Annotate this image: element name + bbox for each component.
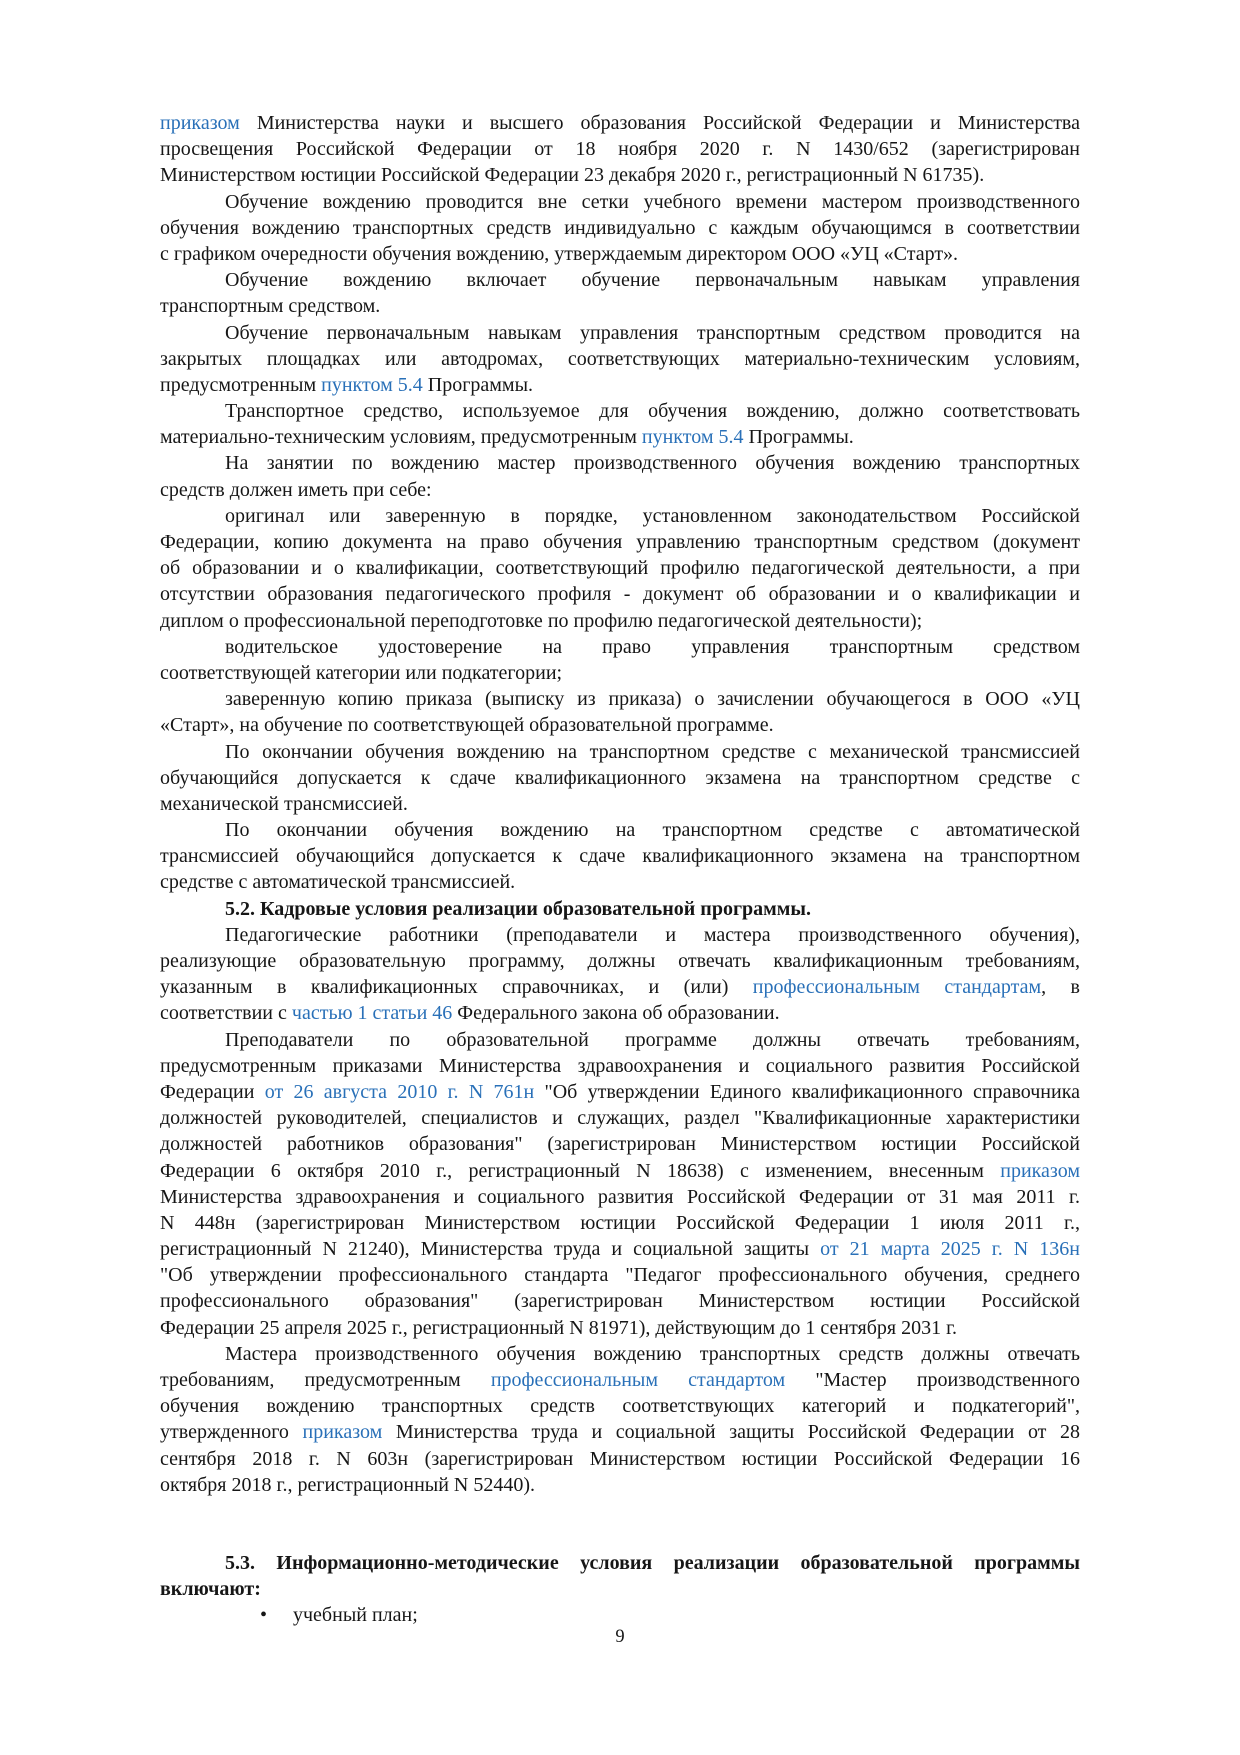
- text-run: указанным в квалификационных справочниках, и (или): [160, 976, 753, 999]
- text-run: сентября 2018 г. N 603н (зарегистрирован Министерством юстиции Российской Федерации 16: [160, 1447, 1080, 1470]
- text-line: [160, 1053, 1080, 1079]
- text-line: [160, 1000, 1080, 1026]
- text-line: [160, 1079, 1080, 1105]
- text-run: обучения вождению транспортных средств индивидуально с каждым обучающимся в соответствии: [160, 216, 1080, 239]
- paragraph-master-must-have: [160, 450, 1080, 502]
- inline-link[interactable]: от 21 марта 2025 г. N 136н: [820, 1238, 1080, 1261]
- text-line: [160, 1472, 1080, 1498]
- text-line: [160, 293, 1080, 319]
- text-run: транспортным средством.: [160, 295, 381, 318]
- text-line: [160, 869, 1080, 895]
- inline-link[interactable]: пунктом 5.4: [321, 373, 423, 396]
- footer-page-number: 9: [615, 1627, 625, 1647]
- text-run: Обучение вождению проводится вне сетки учебного времени мастером производственного: [225, 190, 1080, 213]
- text-run: Программы.: [743, 426, 854, 449]
- text-run: 5.3. Информационно-методические условия реализации образовательной программы: [225, 1551, 1080, 1574]
- text-line: [160, 1419, 1080, 1445]
- heading-5-2: [160, 896, 1080, 922]
- text-run: реализующие образовательную программу, должны отвечать квалификационным требованиям,: [160, 950, 1080, 972]
- text-line: [160, 1576, 1080, 1602]
- paragraph-teachers-requirements: [160, 1027, 1080, 1341]
- text-line: [160, 1315, 1080, 1341]
- text-line: [160, 398, 1080, 424]
- text-line: [160, 450, 1080, 476]
- text-line: [160, 189, 1080, 215]
- text-line: [160, 241, 1080, 267]
- paragraph-driving-schedule: [160, 189, 1080, 268]
- text-run: утвержденного: [160, 1421, 303, 1444]
- text-run: 5.2. Кадровые условия реализации образовательной программы.: [225, 897, 812, 920]
- text-run: "Об утверждении профессионального стандарта "Педагог профессионального обучения, среднего: [160, 1264, 1080, 1287]
- inline-link[interactable]: профессиональным стандартом: [490, 1369, 786, 1391]
- text-line: [160, 162, 1080, 188]
- text-line: [160, 346, 1080, 372]
- text-line: [160, 843, 1080, 869]
- inline-link[interactable]: приказом: [302, 1421, 383, 1444]
- text-run: N 448н (зарегистрирован Министерством юстиции Российской Федерации 1 июля 2011 г.,: [160, 1211, 1080, 1234]
- text-line: [160, 555, 1080, 581]
- text-run: средств должен иметь при себе:: [160, 478, 432, 501]
- text-run: Обучение вождению включает обучение первоначальным навыкам управления: [225, 269, 1080, 292]
- text-line: [160, 817, 1080, 843]
- text-line: [160, 1158, 1080, 1184]
- inline-link[interactable]: приказом: [160, 112, 240, 134]
- inline-link[interactable]: профессиональным стандартам: [752, 976, 1042, 999]
- paragraph-automatic-transmission: [160, 817, 1080, 896]
- text-run: профессионального образования" (зарегистрирован Министерством юстиции Российской: [160, 1290, 1080, 1313]
- text-line: [160, 1288, 1080, 1314]
- paragraph-driver-license: [160, 634, 1080, 686]
- text-line: [160, 136, 1080, 162]
- text-run: соответствии с: [160, 1002, 292, 1025]
- text-line: [160, 1393, 1080, 1419]
- text-line: [160, 215, 1080, 241]
- text-run: Министерства труда и социальной защиты Российской Федерации от 28: [382, 1421, 1080, 1444]
- text-line: [160, 477, 1080, 503]
- paragraph-closed-areas: [160, 320, 1080, 399]
- text-line: [160, 320, 1080, 346]
- text-line: [160, 1184, 1080, 1210]
- text-line: [160, 1131, 1080, 1157]
- text-run: включают:: [160, 1578, 261, 1601]
- text-run: предусмотренным приказами Министерства здравоохранения и социального развития Российской: [160, 1054, 1080, 1077]
- text-run: "Мастер производственного: [785, 1369, 1080, 1391]
- inline-link[interactable]: частью 1 статьи 46: [291, 1002, 453, 1025]
- text-line: [160, 1027, 1080, 1053]
- text-line: [160, 1105, 1080, 1131]
- inline-link[interactable]: приказом: [1000, 1159, 1080, 1182]
- text-line: [160, 372, 1080, 398]
- text-run: механической трансмиссией.: [160, 792, 408, 815]
- text-run: должностей работников образования" (зарегистрирован Министерством юстиции Российской: [160, 1133, 1080, 1156]
- paragraph-initial-skills: [160, 267, 1080, 319]
- text-run: Транспортное средство, используемое для обучения вождению, должно соответствовать: [225, 400, 1080, 423]
- text-line: [160, 1341, 1080, 1367]
- text-run: Федерации 6 октября 2010 г., регистрационный N 18638) с изменением, внесенным: [160, 1159, 1001, 1182]
- text-run: обучения вождению транспортных средств соответствующих категорий и подкатегорий",: [160, 1395, 1080, 1418]
- text-run: диплом о профессиональной переподготовке по профилю педагогической деятельности);: [160, 609, 923, 632]
- text-line: [160, 765, 1080, 791]
- paragraph-order-continuation: [160, 110, 1080, 189]
- text-run: водительское удостоверение на право управления транспортным средством: [225, 635, 1080, 658]
- inline-link[interactable]: пунктом 5.4: [641, 426, 744, 449]
- text-run: Федерации: [160, 1080, 265, 1103]
- text-run: На занятии по вождению мастер производственного обучения вождению транспортных: [225, 452, 1080, 475]
- paragraph-enrollment-order-copy: [160, 686, 1080, 738]
- page-body: [160, 110, 1080, 1629]
- text-run: Федерации, копию документа на право обучения управлению транспортным средством (документ: [160, 531, 1080, 553]
- text-run: средстве с автоматической трансмиссией.: [160, 871, 516, 894]
- text-run: должностей руководителей, специалистов и служащих, раздел "Квалификационные характеристики: [160, 1107, 1080, 1130]
- text-line: [160, 922, 1080, 948]
- text-run: отсутствии образования педагогического профиля - документ об образовании и о квалификации и: [160, 583, 1080, 606]
- text-run: Педагогические работники (преподаватели и мастера производственного обучения),: [225, 923, 1080, 946]
- text-line: [160, 267, 1080, 293]
- paragraph-pedagogical-workers: [160, 922, 1080, 1027]
- text-run: Программы.: [422, 373, 534, 396]
- text-run: Федерации 25 апреля 2025 г., регистрационный N 81971), действующим до 1 сентября 2031 г.: [160, 1316, 958, 1339]
- text-run: просвещения Российской Федерации от 18 ноября 2020 г. N 1430/652 (зарегистрирован: [160, 138, 1080, 161]
- heading-5-3: [160, 1550, 1080, 1602]
- paragraph-document-original: [160, 503, 1080, 634]
- text-line: [160, 1210, 1080, 1236]
- text-line: [160, 1446, 1080, 1472]
- text-line: [160, 686, 1080, 712]
- text-line: [160, 1550, 1080, 1576]
- text-run: обучающийся допускается к сдаче квалификационного экзамена на транспортном средстве с: [160, 766, 1080, 789]
- text-line: [160, 896, 1080, 922]
- text-line: [160, 739, 1080, 765]
- text-run: По окончании обучения вождению на транспортном средстве с автоматической: [225, 819, 1080, 842]
- text-run: «Старт», на обучение по соответствующей образовательной программе.: [160, 714, 774, 737]
- text-run: Мастера производственного обучения вождению транспортных средств должны отвечать: [225, 1342, 1080, 1365]
- text-run: оригинал или заверенную в порядке, установленном законодательством Российской: [225, 504, 1080, 527]
- text-line: [160, 1367, 1080, 1393]
- bullet-icon: •: [260, 1604, 268, 1627]
- text-run: Министерством юстиции Российской Федерации 23 декабря 2020 г., регистрационный N 61735).: [160, 164, 985, 187]
- text-line: [160, 974, 1080, 1000]
- text-run: Министерства здравоохранения и социального развития Российской Федерации от 31 мая 2011 г.: [160, 1185, 1080, 1208]
- paragraph-masters-requirements: [160, 1341, 1080, 1498]
- text-run: октября 2018 г., регистрационный N 52440).: [160, 1473, 536, 1496]
- text-line: [160, 634, 1080, 660]
- text-run: Федерального закона об образовании.: [452, 1002, 780, 1025]
- text-run: материально-техническим условиям, предусмотренным: [160, 426, 642, 449]
- text-line: [160, 791, 1080, 817]
- text-run: регистрационный N 21240), Министерства труда и социальной защиты: [160, 1238, 821, 1261]
- text-line: [160, 660, 1080, 686]
- text-line: [160, 1236, 1080, 1262]
- text-run: предусмотренным: [160, 373, 322, 396]
- text-run: , в: [1041, 976, 1080, 999]
- text-line: [160, 110, 1080, 136]
- text-run: Обучение первоначальным навыкам управления транспортным средством проводится на: [225, 321, 1080, 344]
- text-line: [160, 948, 1080, 974]
- paragraph-vehicle-requirements: [160, 398, 1080, 450]
- text-run: заверенную копию приказа (выписку из приказа) о зачислении обучающегося в ООО «УЦ: [225, 688, 1080, 711]
- paragraph-manual-transmission: [160, 739, 1080, 818]
- text-line: [160, 503, 1080, 529]
- text-run: соответствующей категории или подкатегории;: [160, 661, 563, 684]
- bullet-text: учебный план;: [293, 1604, 418, 1627]
- text-line: [160, 712, 1080, 738]
- text-line: [160, 608, 1080, 634]
- text-line: [160, 1262, 1080, 1288]
- text-run: По окончании обучения вождению на транспортном средстве с механической трансмиссией: [225, 740, 1080, 763]
- inline-link[interactable]: от 26 августа 2010 г. N 761н: [264, 1080, 535, 1103]
- text-run: с графиком очередности обучения вождению, утверждаемым директором ООО «УЦ «Старт».: [160, 242, 959, 265]
- text-run: трансмиссией обучающийся допускается к сдаче квалификационного экзамена на транспортном: [160, 845, 1080, 868]
- text-line: [160, 424, 1080, 450]
- text-line: [160, 581, 1080, 607]
- text-run: закрытых площадках или автодромах, соответствующих материально-техническим условиям,: [160, 347, 1080, 370]
- text-line: [160, 529, 1080, 555]
- text-run: Преподаватели по образовательной программе должны отвечать требованиям,: [225, 1028, 1080, 1051]
- text-run: об образовании и о квалификации, соответствующий профилю педагогической деятельности, а при: [160, 557, 1080, 580]
- text-run: Министерства науки и высшего образования Российской Федерации и Министерства: [239, 112, 1080, 134]
- text-run: требованиям, предусмотренным: [160, 1369, 491, 1391]
- text-run: "Об утверждении Единого квалификационного справочника: [534, 1080, 1080, 1103]
